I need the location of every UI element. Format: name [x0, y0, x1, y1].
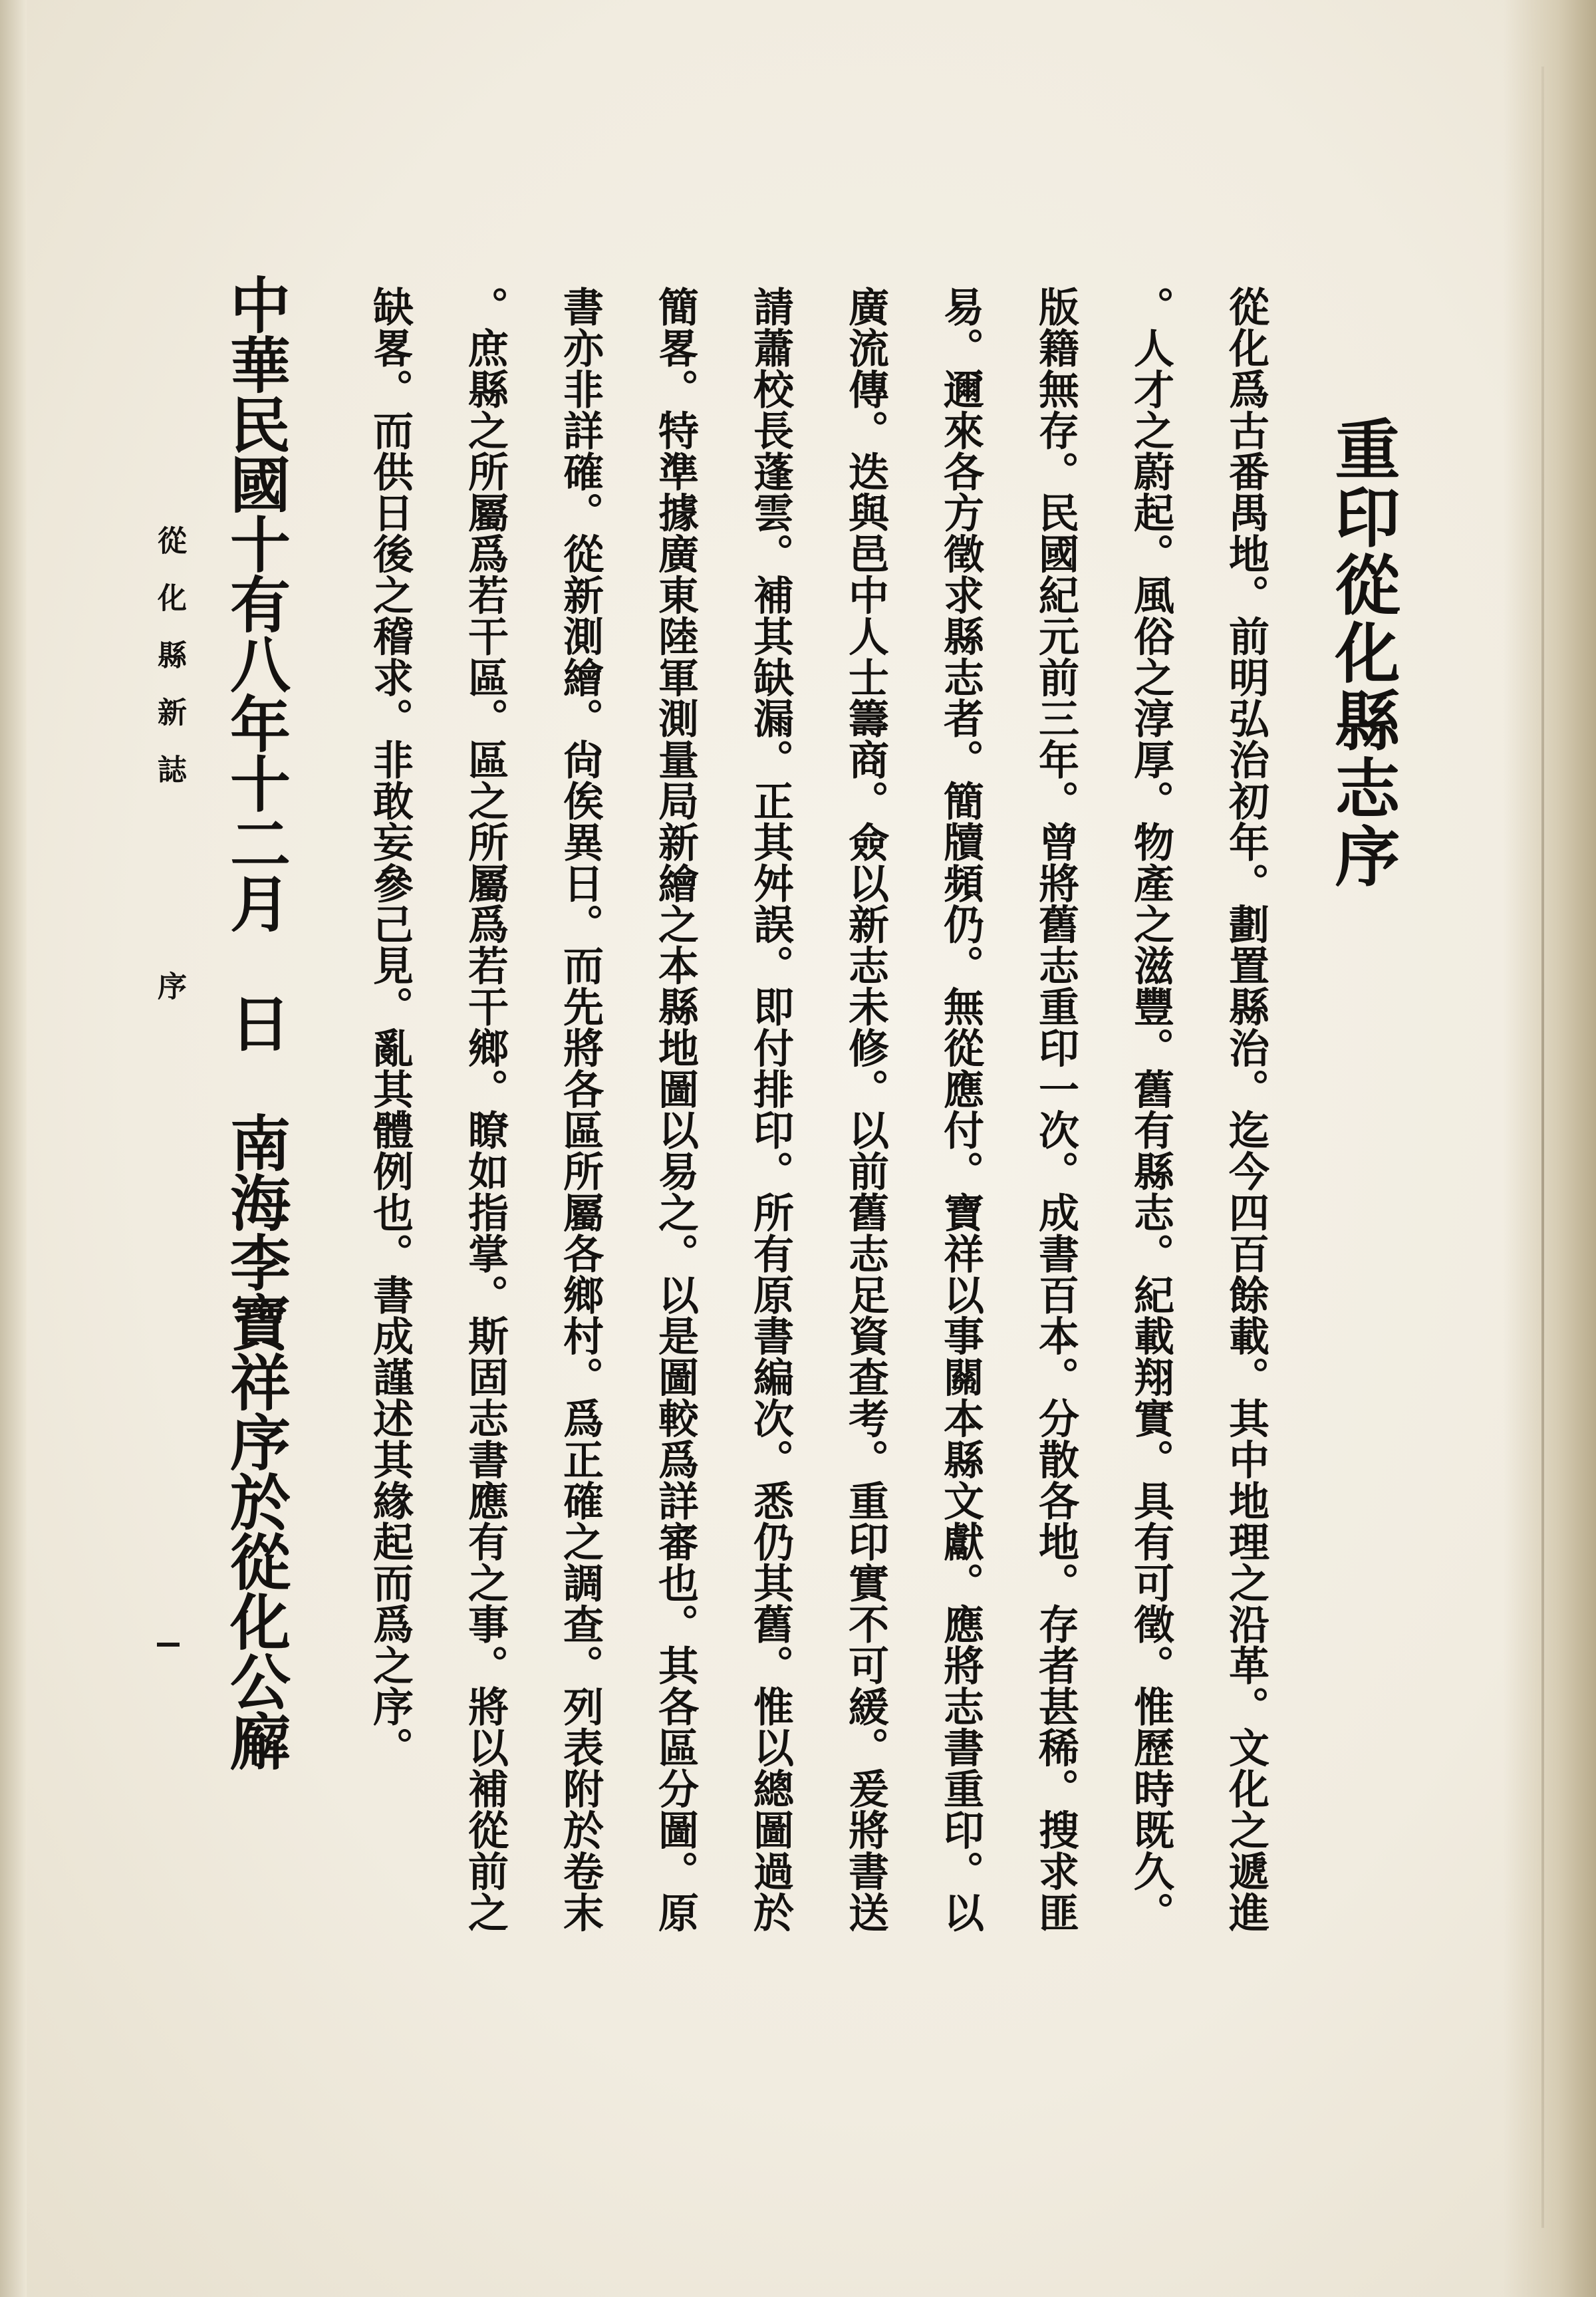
body-column-4: 易。邇來各方徵求縣志者。簡牘頻仍。無從應付。寶祥以事關本縣文獻。應將志書重印。以 [937, 286, 984, 1933]
page-number-mark [157, 1643, 180, 1647]
body-column-6: 請蕭校長蓬雲。補其缺漏。正其舛誤。即付排印。所有原書編次。悉仍其舊。惟以總圖過於 [747, 286, 794, 1933]
body-column-7: 簡畧。特準據廣東陸軍測量局新繪之本縣地圖以易之。以是圖較爲詳審也。其各區分圖。原 [652, 286, 699, 1933]
body-column-3: 版籍無存。民國紀元前三年。曾將舊志重印一次。成書百本。分散各地。存者甚稀。搜求匪 [1032, 286, 1079, 1933]
page-right-edge [1503, 0, 1596, 2297]
body-column-5: 廣流傳。迭與邑中人士籌商。僉以新志未修。以前舊志足資查考。重印實不可緩。爰將書送 [842, 286, 889, 1933]
date-signature-line: 中華民國十有八年十二月 日 南海李寶祥序於從化公廨 [220, 274, 291, 1770]
body-column-8: 書亦非詳確。從新測繪。尙俟異日。而先將各區所屬各鄉村。爲正確之調查。列表附於卷末 [557, 286, 604, 1933]
body-column-10: 缺畧。而供日後之稽求。非敢妄參己見。亂其體例也。書成謹述其緣起而爲之序。 [366, 286, 414, 1768]
body-column-2: 。人才之蔚起。風俗之淳厚。物產之滋豐。舊有縣志。紀載翔實。具有可徵。惟歷時既久。 [1127, 286, 1174, 1933]
footer-section-label: 序 [152, 971, 186, 1028]
body-column-9: 。庶縣之所屬爲若干區。區之所屬爲若干鄉。瞭如指掌。斯固志書應有之事。將以補從前之 [462, 286, 509, 1933]
footer-running-title: 從化縣新誌 [152, 525, 186, 811]
body-column-1: 從化爲古番禺地。前明弘治初年。劃置縣治。迄今四百餘載。其中地理之沿革。文化之遞進 [1222, 286, 1269, 1933]
page-fold-line [1541, 67, 1544, 2228]
page-left-edge [0, 0, 27, 2297]
preface-title: 重印從化縣志序 [1324, 416, 1400, 890]
